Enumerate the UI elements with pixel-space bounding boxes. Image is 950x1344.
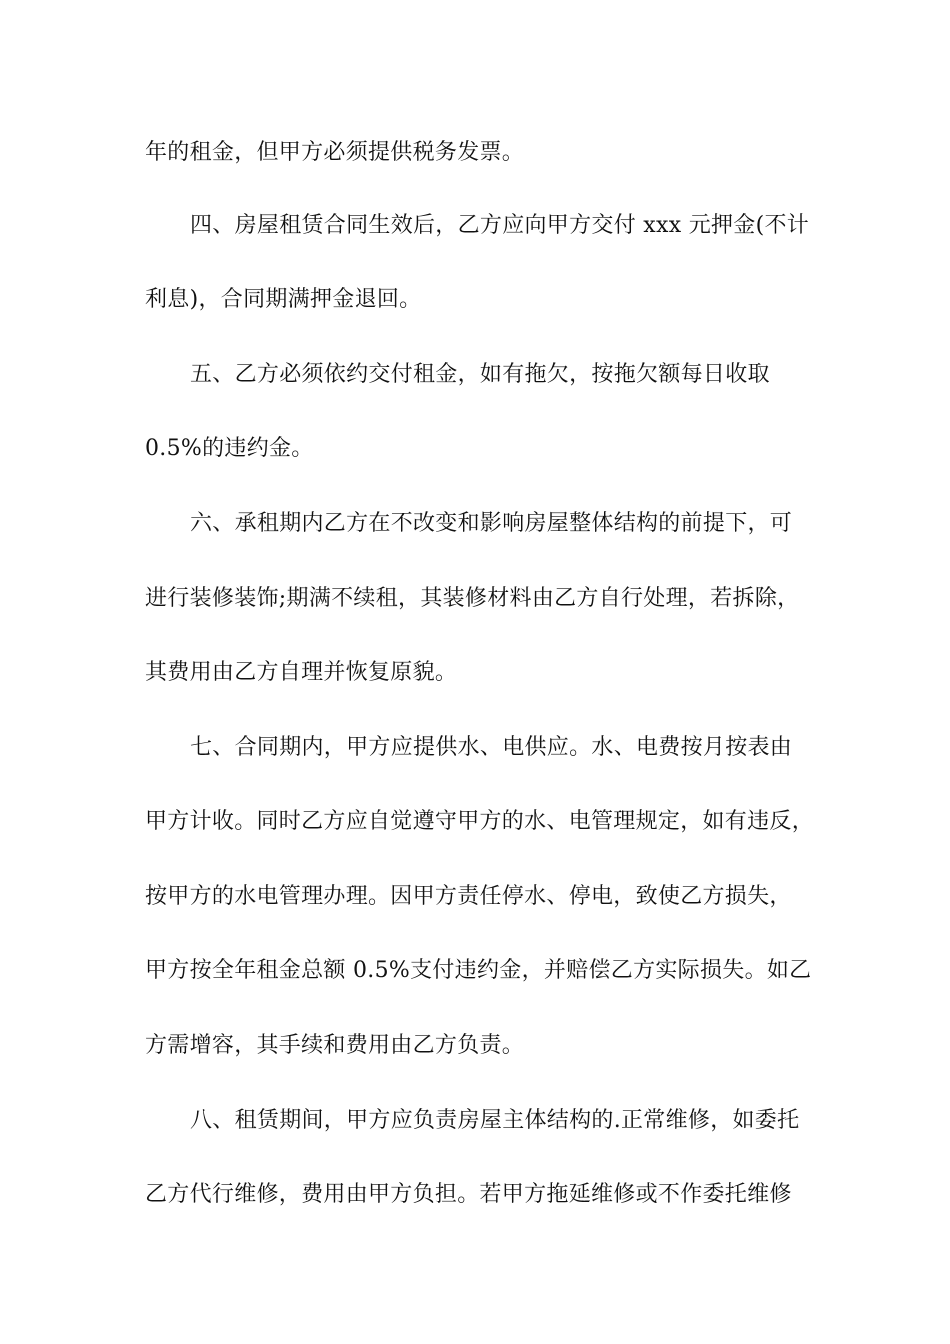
text-line: 七、合同期内，甲方应提供水、电供应。水、电费按月按表由 (190, 735, 793, 760)
text-line: 按甲方的水电管理办理。因甲方责任停水、停电，致使乙方损失， (145, 884, 792, 909)
text-line: 六、承租期内乙方在不改变和影响房屋整体结构的前提下，可 (190, 511, 793, 536)
text-line: 进行装修装饰;期满不续租，其装修材料由乙方自行处理，若拆除， (145, 586, 800, 611)
text-line: 甲方按全年租金总额 0.5%支付违约金，并赔偿乙方实际损失。如乙 (145, 958, 812, 983)
text-line: 其费用由乙方自理并恢复原貌。 (145, 660, 458, 685)
text-line: 四、房屋租赁合同生效后，乙方应向甲方交付 xxx 元押金(不计 (190, 213, 810, 238)
text-line: 0.5%的违约金。 (145, 436, 314, 461)
text-line: 八、租赁期间，甲方应负责房屋主体结构的.正常维修，如委托 (190, 1108, 800, 1133)
text-line: 五、乙方必须依约交付租金，如有拖欠，按拖欠额每日收取 (190, 362, 770, 387)
text-line: 乙方代行维修，费用由甲方负担。若甲方拖延维修或不作委托维修 (145, 1182, 792, 1207)
text-line: 甲方计收。同时乙方应自觉遵守甲方的水、电管理规定，如有违反， (145, 809, 815, 834)
text-line: 方需增容，其手续和费用由乙方负责。 (145, 1033, 525, 1058)
text-line: 利息)，合同期满押金退回。 (145, 287, 422, 312)
text-line: 年的租金，但甲方必须提供税务发票。 (145, 140, 525, 165)
